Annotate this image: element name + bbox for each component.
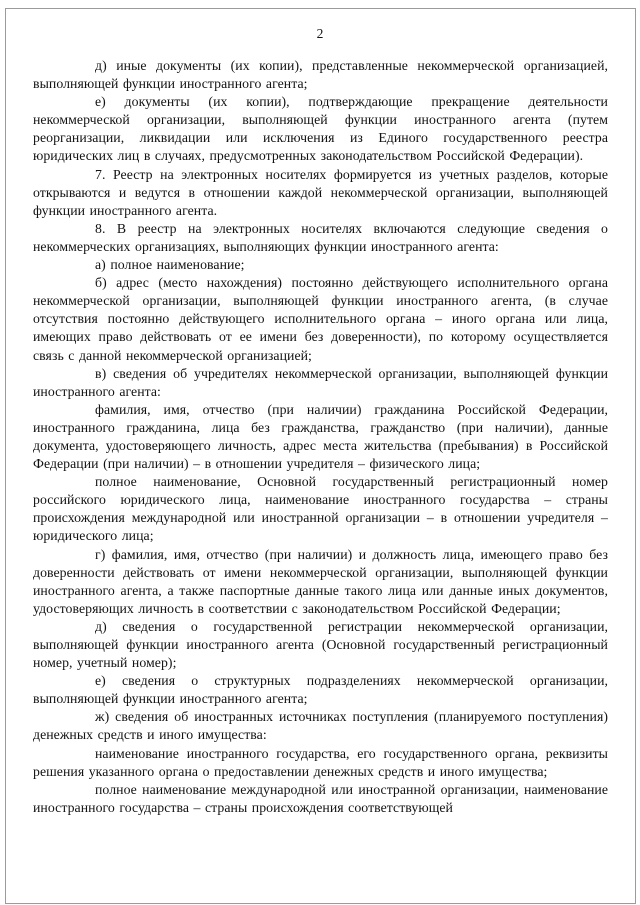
paragraph: е) сведения о структурных подразделениях некоммерческой организации, выполняющей функции иностранного агента;: [33, 673, 608, 707]
paragraph: а) полное наименование;: [95, 257, 245, 273]
paragraph: 7. Реестр на электронных носителях формируется из учетных разделов, которые открываются и ведутся в отношении каждой некоммерческой организации, выполняющей функции иностранного агента.: [33, 166, 608, 218]
document-body: [33, 57, 608, 817]
paragraph: г) фамилия, имя, отчество (при наличии) и должность лица, имеющего право без доверенности действовать от имени некоммерческой организации, выполняющей функции иностранного агента, а также паспортные данные такого лица или данные иных документов, удостоверяющих личность в соответствии с законодательством Российской Федерации;: [33, 546, 608, 616]
paragraph: полное наименование международной или иностранной организации, наименование иностранного государства – страны происхождения соответствующей: [33, 781, 608, 815]
paragraph: ж) сведения об иностранных источниках поступления (планируемого поступления) денежных средств и иного имущества:: [33, 709, 608, 743]
paragraph: полное наименование, Основной государственный регистрационный номер российского юридического лица, наименование иностранного государства – страны происхождения международной или иностранной организации – в отношении учредителя – юридического лица;: [33, 474, 608, 544]
paragraph: б) адрес (место нахождения) постоянно действующего исполнительного органа некоммерческой организации, выполняющей функции иностранного агента, (в случае отсутствия постоянно действующего исполнительного органа – иного органа или лица, имеющих право действовать от ее имени без доверенности), по которому осуществляется связь с данной некоммерческой организацией;: [33, 275, 608, 363]
paragraph: 8. В реестр на электронных носителях включаются следующие сведения о некоммерческих организациях, выполняющих функции иностранного агента:: [33, 220, 608, 254]
paragraph: в) сведения об учредителях некоммерческой организации, выполняющей функции иностранного агента:: [33, 365, 608, 399]
paragraph: д) сведения о государственной регистрации некоммерческой организации, выполняющей функции иностранного агента (Основной государственный регистрационный номер, учетный номер);: [33, 618, 608, 671]
paragraph: д) иные документы (их копии), представленные некоммерческой организацией, выполняющей функции иностранного агента;: [33, 58, 608, 92]
paragraph: наименование иностранного государства, его государственного органа, реквизиты решения указанного органа о предоставлении денежных средств и иного имущества;: [33, 745, 608, 779]
paragraph: е) документы (их копии), подтверждающие прекращение деятельности некоммерческой организации, выполняющей функции иностранного агента (путем реорганизации, ликвидации или исключения из Единого государственного реестра юридических лиц в случаях, предусмотренных законодательством Российской Федерации).: [33, 94, 608, 164]
paragraph: фамилия, имя, отчество (при наличии) гражданина Российской Федерации, иностранного гражданина, лица без гражданства, гражданство (при наличии), данные документа, удостоверяющего личность, адрес места жительства (пребывания) в Российской Федерации (при наличии) – в отношении учредителя – физического лица;: [33, 401, 608, 472]
page-number: 2: [316, 26, 324, 41]
